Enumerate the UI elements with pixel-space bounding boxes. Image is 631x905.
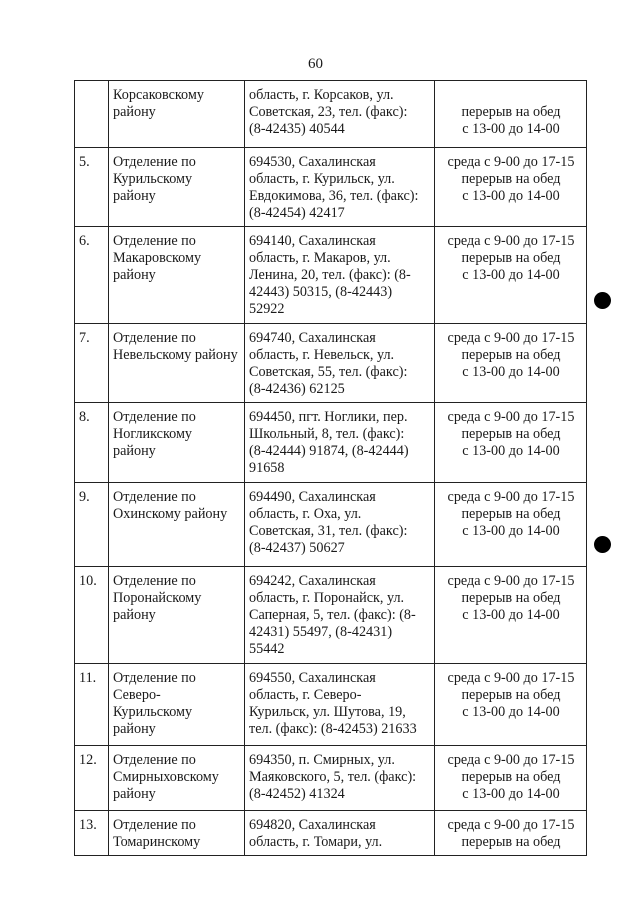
office-address bbox=[245, 81, 435, 148]
office-address bbox=[245, 811, 435, 856]
office-name-line: Отделение по bbox=[113, 330, 196, 346]
office-name-line: району bbox=[113, 267, 156, 283]
office-hours-line: среда с 9-00 до 17-15 bbox=[447, 670, 575, 686]
office-hours bbox=[435, 324, 587, 403]
office-name-line: Отделение по bbox=[113, 573, 196, 589]
office-hours-line: среда с 9-00 до 17-15 bbox=[447, 409, 575, 425]
table-row bbox=[75, 746, 587, 811]
office-hours bbox=[435, 81, 587, 148]
office-hours-line: среда с 9-00 до 17-15 bbox=[447, 573, 575, 589]
office-address-line: Советская, 23, тел. (факс): bbox=[249, 104, 408, 120]
office-hours-line: среда с 9-00 до 17-15 bbox=[447, 154, 575, 170]
office-hours-line: с 13-00 до 14-00 bbox=[462, 704, 560, 720]
office-address-line: Ленина, 20, тел. (факс): (8- bbox=[249, 267, 411, 283]
office-hours-line: перерыв на обед bbox=[461, 590, 561, 606]
office-address-line: 694450, пгт. Ноглики, пер. bbox=[249, 409, 408, 425]
office-name-line: Томаринскому bbox=[113, 834, 201, 850]
office-address-line: Евдокимова, 36, тел. (факс): bbox=[249, 188, 419, 204]
row-number: 5. bbox=[75, 148, 109, 227]
office-hours bbox=[435, 567, 587, 664]
office-address-line: 694740, Сахалинская bbox=[249, 330, 376, 346]
office-address bbox=[245, 148, 435, 227]
office-address-line: Советская, 31, тел. (факс): bbox=[249, 523, 408, 539]
office-hours-line: с 13-00 до 14-00 bbox=[462, 364, 560, 380]
office-name-line: Отделение по bbox=[113, 670, 196, 686]
office-address-line: Школьный, 8, тел. (факс): bbox=[249, 426, 405, 442]
office-address-line: (8-42444) 91874, (8-42444) bbox=[249, 443, 409, 459]
office-hours bbox=[435, 811, 587, 856]
office-name bbox=[109, 227, 245, 324]
office-name-line: Смирныховскому bbox=[113, 769, 219, 785]
office-address-line: область, г. Северо- bbox=[249, 687, 362, 703]
office-hours-line: среда с 9-00 до 17-15 bbox=[447, 330, 575, 346]
row-number: 10. bbox=[75, 567, 109, 664]
office-name-line: Корсаковскому bbox=[113, 87, 204, 103]
offices-table bbox=[74, 80, 587, 856]
office-address-line: область, г. Поронайск, ул. bbox=[249, 590, 405, 606]
office-name-line: Охинскому району bbox=[113, 506, 228, 522]
table-row bbox=[75, 148, 587, 227]
office-address-line: 52922 bbox=[249, 301, 285, 317]
office-hours-line: с 13-00 до 14-00 bbox=[462, 523, 560, 539]
office-address bbox=[245, 403, 435, 483]
office-address bbox=[245, 227, 435, 324]
table-row bbox=[75, 324, 587, 403]
office-address-line: 42443) 50315, (8-42443) bbox=[249, 284, 393, 300]
page-number: 60 bbox=[308, 56, 323, 72]
office-name-line: району bbox=[113, 104, 156, 120]
office-name-line: Отделение по bbox=[113, 489, 196, 505]
office-address bbox=[245, 483, 435, 567]
office-address-line: 694550, Сахалинская bbox=[249, 670, 376, 686]
office-hours-line: перерыв на обед bbox=[461, 687, 561, 703]
office-address bbox=[245, 324, 435, 403]
row-number: 8. bbox=[75, 403, 109, 483]
office-name-line: Отделение по bbox=[113, 409, 196, 425]
office-address-line: 694530, Сахалинская bbox=[249, 154, 376, 170]
office-name-line: Курильскому bbox=[113, 171, 193, 187]
office-hours-line: перерыв на обед bbox=[461, 250, 561, 266]
office-hours-line: с 13-00 до 14-00 bbox=[462, 443, 560, 459]
office-hours-line: перерыв на обед bbox=[461, 506, 561, 522]
row-number: 9. bbox=[75, 483, 109, 567]
office-address-line: область, г. Курильск, ул. bbox=[249, 171, 395, 187]
office-address-line: (8-42437) 50627 bbox=[249, 540, 345, 556]
office-name-line: Северо- bbox=[113, 687, 161, 703]
office-name-line: Ногликскому bbox=[113, 426, 193, 442]
office-name bbox=[109, 811, 245, 856]
office-address-line: область, г. Корсаков, ул. bbox=[249, 87, 394, 103]
office-name-line: Отделение по bbox=[113, 154, 196, 170]
office-address-line: Советская, 55, тел. (факс): bbox=[249, 364, 408, 380]
office-name-line: Невельскому району bbox=[113, 347, 238, 363]
office-address-line: область, г. Томари, ул. bbox=[249, 834, 383, 850]
office-address-line: область, г. Макаров, ул. bbox=[249, 250, 391, 266]
row-number: 11. bbox=[75, 664, 109, 746]
office-hours-line: с 13-00 до 14-00 bbox=[462, 121, 560, 137]
table-row bbox=[75, 227, 587, 324]
office-address-line: 694350, п. Смирных, ул. bbox=[249, 752, 395, 768]
office-hours-line: среда с 9-00 до 17-15 bbox=[447, 233, 575, 249]
office-address-line: тел. (факс): (8-42453) 21633 bbox=[249, 721, 417, 737]
punch-hole-marker bbox=[594, 292, 611, 309]
office-hours-line: с 13-00 до 14-00 bbox=[462, 786, 560, 802]
office-hours-line: перерыв на обед bbox=[461, 347, 561, 363]
office-address bbox=[245, 567, 435, 664]
office-address-line: Саперная, 5, тел. (факс): (8- bbox=[249, 607, 416, 623]
office-address-line: Курильск, ул. Шутова, 19, bbox=[249, 704, 406, 720]
table-row bbox=[75, 664, 587, 746]
office-address-line: 694242, Сахалинская bbox=[249, 573, 376, 589]
office-address-line: (8-42454) 42417 bbox=[249, 205, 345, 221]
office-name bbox=[109, 324, 245, 403]
office-name-line: району bbox=[113, 607, 156, 623]
table-row bbox=[75, 567, 587, 664]
office-hours-line: перерыв на обед bbox=[461, 769, 561, 785]
office-hours bbox=[435, 227, 587, 324]
table-row bbox=[75, 483, 587, 567]
table-row bbox=[75, 403, 587, 483]
office-address-line: (8-42436) 62125 bbox=[249, 381, 345, 397]
office-address-line: область, г. Оха, ул. bbox=[249, 506, 362, 522]
office-name bbox=[109, 664, 245, 746]
office-name bbox=[109, 403, 245, 483]
office-name-line: Отделение по bbox=[113, 233, 196, 249]
office-name-line: району bbox=[113, 721, 156, 737]
office-name-line: Отделение по bbox=[113, 752, 196, 768]
office-name bbox=[109, 81, 245, 148]
office-address-line: область, г. Невельск, ул. bbox=[249, 347, 395, 363]
office-hours-line: среда с 9-00 до 17-15 bbox=[447, 752, 575, 768]
office-address bbox=[245, 664, 435, 746]
office-hours bbox=[435, 746, 587, 811]
office-address-line: (8-42452) 41324 bbox=[249, 786, 345, 802]
office-hours bbox=[435, 664, 587, 746]
row-number: 6. bbox=[75, 227, 109, 324]
office-hours-line: с 13-00 до 14-00 bbox=[462, 188, 560, 204]
office-name-line: району bbox=[113, 443, 156, 459]
office-name bbox=[109, 148, 245, 227]
office-hours bbox=[435, 148, 587, 227]
office-name-line: Макаровскому bbox=[113, 250, 202, 266]
office-hours bbox=[435, 483, 587, 567]
row-number: 12. bbox=[75, 746, 109, 811]
office-hours-line: с 13-00 до 14-00 bbox=[462, 267, 560, 283]
office-name bbox=[109, 483, 245, 567]
office-name-line: Поронайскому bbox=[113, 590, 202, 606]
office-name-line: Курильскому bbox=[113, 704, 193, 720]
office-hours-line: перерыв на обед bbox=[461, 834, 561, 850]
office-hours-line: перерыв на обед bbox=[461, 171, 561, 187]
office-address-line: 55442 bbox=[249, 641, 285, 657]
table-row bbox=[75, 811, 587, 856]
table-row bbox=[75, 81, 587, 148]
office-hours-line: с 13-00 до 14-00 bbox=[462, 607, 560, 623]
offices-table-body bbox=[75, 81, 587, 856]
office-address-line: 42431) 55497, (8-42431) bbox=[249, 624, 393, 640]
office-hours-line bbox=[439, 87, 583, 104]
office-hours-line: среда с 9-00 до 17-15 bbox=[447, 489, 575, 505]
row-number: 7. bbox=[75, 324, 109, 403]
office-hours-line: среда с 9-00 до 17-15 bbox=[447, 817, 575, 833]
office-hours-line: перерыв на обед bbox=[461, 104, 561, 120]
office-name-line: Отделение по bbox=[113, 817, 196, 833]
row-number: 13. bbox=[75, 811, 109, 856]
row-number bbox=[75, 81, 109, 148]
office-address-line: 694820, Сахалинская bbox=[249, 817, 376, 833]
office-address-line: Маяковского, 5, тел. (факс): bbox=[249, 769, 417, 785]
office-name-line: району bbox=[113, 786, 156, 802]
office-name bbox=[109, 746, 245, 811]
office-address-line: 91658 bbox=[249, 460, 285, 476]
office-address-line: 694140, Сахалинская bbox=[249, 233, 376, 249]
office-name bbox=[109, 567, 245, 664]
office-address-line: 694490, Сахалинская bbox=[249, 489, 376, 505]
office-name-line: району bbox=[113, 188, 156, 204]
office-address bbox=[245, 746, 435, 811]
office-hours-line: перерыв на обед bbox=[461, 426, 561, 442]
punch-hole-marker bbox=[594, 536, 611, 553]
office-hours bbox=[435, 403, 587, 483]
office-address-line: (8-42435) 40544 bbox=[249, 121, 345, 137]
